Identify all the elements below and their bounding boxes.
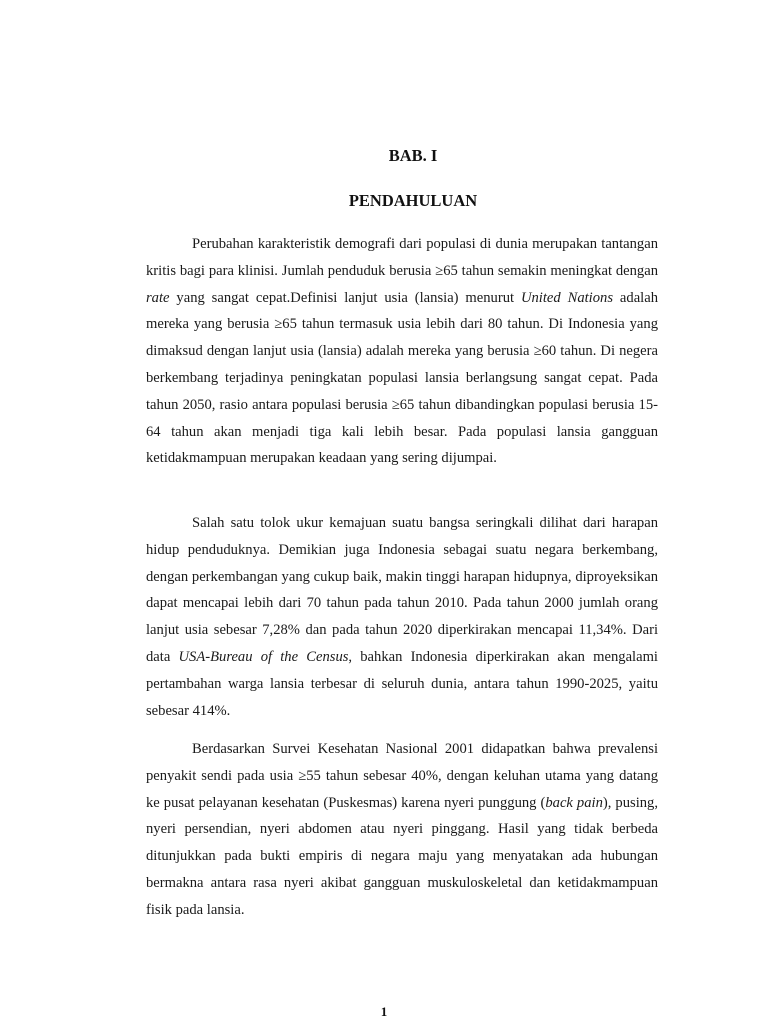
- text-run: ), pusing, nyeri persendian, nyeri abdomen atau nyeri pinggang. Hasil yang tidak berbeda ditunjukkan pada bukti empiris di negara maju yang menyatakan ada hubungan bermakna antara rasa nyeri akibat gangguan muskuloskeletal dan ketidakmampuan fisik pada lansia.: [146, 794, 658, 918]
- paragraph-1: [146, 231, 658, 472]
- text-run: adalah mereka yang berusia ≥65 tahun termasuk usia lebih dari 80 tahun. Di Indonesia yang dimaksud dengan lanjut usia (lansia) adalah mereka yang berusia ≥60 tahun. Di negera berkembang terjadinya peningkatan populasi lansia berlangsung sangat cepat. Pada tahun 2050, rasio antara populasi berusia ≥65 tahun dibandingkan populasi berusia 15-64 tahun akan menjadi tiga kali lebih besar. Pada populasi lansia gangguan ketidakmampuan merupakan keadaan yang sering dijumpai.: [146, 289, 658, 467]
- italic-term: back pain: [545, 794, 603, 811]
- paragraph-3: [146, 736, 658, 924]
- italic-term: United Nations: [520, 289, 614, 306]
- page-number: 1: [380, 1004, 388, 1019]
- italic-term: USA-Bureau of the Census: [178, 648, 349, 665]
- text-run: Berdasarkan Survei Kesehatan Nasional 2001 didapatkan bahwa prevalensi penyakit sendi pada usia ≥55 tahun sebesar 40%, dengan keluhan utama yang datang ke pusat pelayanan kesehatan (Puskesmas) karena nyeri punggung (: [146, 741, 658, 811]
- italic-term: rate: [146, 289, 170, 306]
- chapter-title: BAB. I: [388, 146, 438, 165]
- paragraph-2: [146, 510, 658, 724]
- text-run: Salah satu tolok ukur kemajuan suatu bangsa seringkali dilihat dari harapan hidup penduduknya. Demikian juga Indonesia sebagai suatu negara berkembang, dengan perkembangan yang cukup baik, makin tinggi harapan hidupnya, diproyeksikan dapat mencapai lebih dari 70 tahun pada tahun 2010. Pada tahun 2000 jumlah orang lanjut usia sebesar 7,28% dan pada tahun 2020 diperkirakan mencapai 11,34%. Dari data: [146, 515, 658, 665]
- text-run: , bahkan Indonesia diperkirakan akan mengalami pertambahan warga lansia terbesar di seluruh dunia, antara tahun 1990-2025, yaitu sebesar 414%.: [146, 648, 658, 719]
- section-heading: PENDAHULUAN: [348, 191, 478, 210]
- text-run: yang sangat cepat.Definisi lanjut usia (lansia) menurut: [169, 289, 521, 306]
- text-run: Perubahan karakteristik demografi dari populasi di dunia merupakan tantangan kritis bagi para klinisi. Jumlah penduduk berusia ≥65 tahun semakin meningkat dengan: [146, 236, 658, 279]
